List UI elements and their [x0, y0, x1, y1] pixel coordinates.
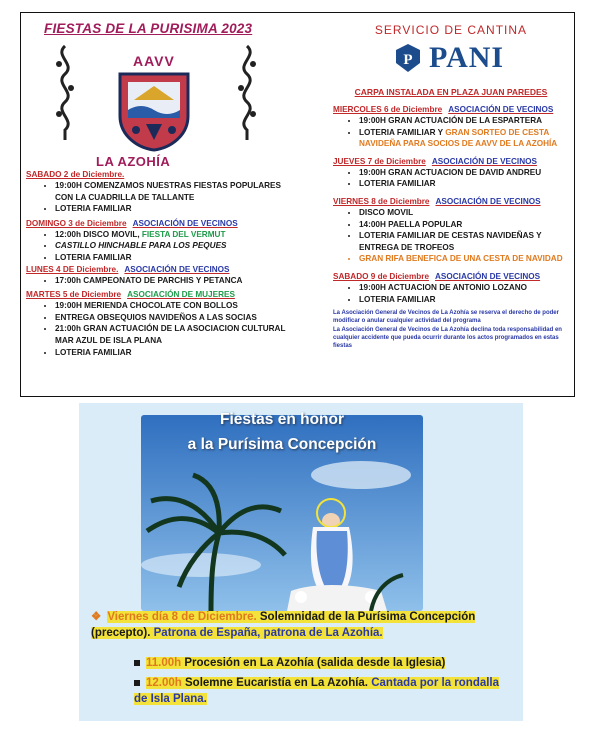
list-item: 12.00h Solemne Eucaristía en La Azohía. Cantada por la rondalla de Isla Plana.: [134, 677, 500, 705]
list-item: • CASTILLO HINCHABLE PARA LOS PEQUES: [55, 240, 296, 252]
list-item: • 19:00H GRAN ACTUACIÓN DE LA ESPARTERA: [359, 115, 569, 127]
ornament-icon: [52, 44, 78, 142]
service-heading: SERVICIO DE CANTINA: [374, 23, 528, 37]
day-heading-sun3: DOMINGO 3 de Diciembre ASOCIACIÓN DE VECINOS: [26, 218, 238, 228]
event-list-sat2: [26, 180, 296, 215]
list-item: • LOTERIA FAMILIAR: [55, 252, 296, 264]
right-column: [333, 17, 569, 350]
list-item: • 19:00H MERIENDA CHOCOLATE CON BOLLOS: [55, 300, 296, 312]
list-item: • 17:00h CAMPEONATO DE PARCHIS Y PETANCA: [55, 275, 296, 287]
list-item: • 19:00H ACTUACION DE ANTONIO LOZANO: [359, 282, 569, 294]
ornament-icon: [234, 44, 260, 142]
main-event-text: ❖ Viernes día 8 de Diciembre. Solemnidad de la Purísima Concepción (precepto). Patrona de España, patrona de La Azohía.: [91, 611, 476, 639]
religious-feast-flyer: [79, 403, 523, 721]
day-heading-sat2: SABADO 2 de Diciembre.: [26, 170, 125, 179]
list-item: • 21:00h GRAN ACTUACIÓN DE LA ASOCIACION CULTURAL MAR AZUL DE ISLA PLANA: [55, 323, 296, 346]
venue-heading: CARPA INSTALADA EN PLAZA JUAN PAREDES: [354, 87, 548, 97]
event-list-sat9: [333, 282, 569, 305]
pani-emblem-icon: [395, 43, 421, 73]
list-item: • ENTREGA OBSEQUIOS NAVIDEÑOS A LAS SOCIAS: [55, 312, 296, 324]
event-list-fri8: [333, 207, 569, 265]
square-bullet-icon: [134, 680, 140, 686]
list-item: • DISCO MOVIL: [359, 207, 569, 219]
schedule-list: [134, 655, 514, 707]
association-logo: [26, 36, 296, 169]
list-item: • LOTERIA FAMILIAR: [359, 178, 569, 190]
day-heading-tue5: MARTES 5 de Diciembre ASOCIACIÓN DE MUJERES: [26, 290, 235, 300]
list-item: • LOTERIA FAMILIAR: [55, 347, 296, 359]
event-list-tue5: [26, 300, 296, 358]
day-heading-sat9: SABADO 9 de Diciembre ASOCIACIÓN DE VECINOS: [333, 271, 541, 281]
day-heading-fri8: VIERNES 8 de Diciembre ASOCIACIÓN DE VECINOS: [333, 196, 541, 206]
list-item: • 14:00H PAELLA POPULAR: [359, 219, 569, 231]
logo-text-bottom: LA AZOHÍA: [96, 154, 171, 169]
list-item: • LOTERIA FAMILIAR DE CESTAS NAVIDEÑAS Y ENTREGA DE TROFEOS: [359, 230, 569, 253]
list-item: • 19:00H GRAN ACTUACION DE DAVID ANDREU: [359, 167, 569, 179]
list-item: 11.00h Procesión en La Azohía (salida desde la Iglesia): [134, 655, 514, 671]
event-list-thu7: [333, 167, 569, 190]
poster-title: FIESTAS DE LA PURISIMA 2023: [44, 21, 253, 36]
list-item: • 19:00H COMENZAMOS NUESTRAS FIESTAS POPULARES CON LA CUADRILLA DE TALLANTE: [55, 180, 296, 203]
left-column: [26, 17, 296, 358]
event-list-sun3: [26, 229, 296, 264]
shield-icon: [116, 70, 192, 152]
festival-program-poster: [20, 12, 575, 397]
logo-text-top: AAVV: [133, 53, 175, 69]
flyer-title-line2: a la Purísima Concepción: [187, 436, 377, 453]
list-item: • LOTERIA FAMILIAR: [359, 294, 569, 306]
disclaimer-text: La Asociación General de Vecinos de La Azohía se reserva el derecho de poder modificar o anular cualquier actividad del programa: [333, 310, 559, 325]
list-item: • LOTERIA FAMILIAR Y GRAN SORTEO DE CESTA NAVIDEÑA PARA SOCIOS DE AAVV DE LA AZOHÍA: [359, 127, 569, 150]
list-item: • GRAN RIFA BENEFICA DE UNA CESTA DE NAVIDAD: [359, 253, 569, 265]
diamond-bullet-icon: ❖: [91, 611, 102, 623]
square-bullet-icon: [134, 660, 140, 666]
event-list-wed6: [333, 115, 569, 150]
list-item: • 12:00h DISCO MOVIL, FIESTA DEL VERMUT: [55, 229, 296, 241]
day-heading-thu7: JUEVES 7 de Diciembre ASOCIACIÓN DE VECINOS: [333, 156, 537, 166]
sponsor-logo: [333, 37, 569, 83]
event-list-mon4: [26, 275, 296, 287]
list-item: • LOTERIA FAMILIAR: [55, 203, 296, 215]
flyer-title-line1: Fiestas en honor: [219, 411, 345, 428]
sponsor-name: PANI: [429, 41, 505, 74]
day-heading-wed6: MIERCOLES 6 de Diciembre ASOCIACIÓN DE VECINOS: [333, 105, 554, 114]
day-heading-mon4: LUNES 4 DE Diciembre. ASOCIACIÓN DE VECINOS: [26, 264, 230, 274]
svg-text:P: P: [403, 52, 413, 68]
disclaimer-text: La Asociación General de Vecinos de La Azohía declina toda responsabilidad en cualquier accidente que pueda ocurrir durante los actos programados en estas fiestas: [333, 327, 562, 350]
